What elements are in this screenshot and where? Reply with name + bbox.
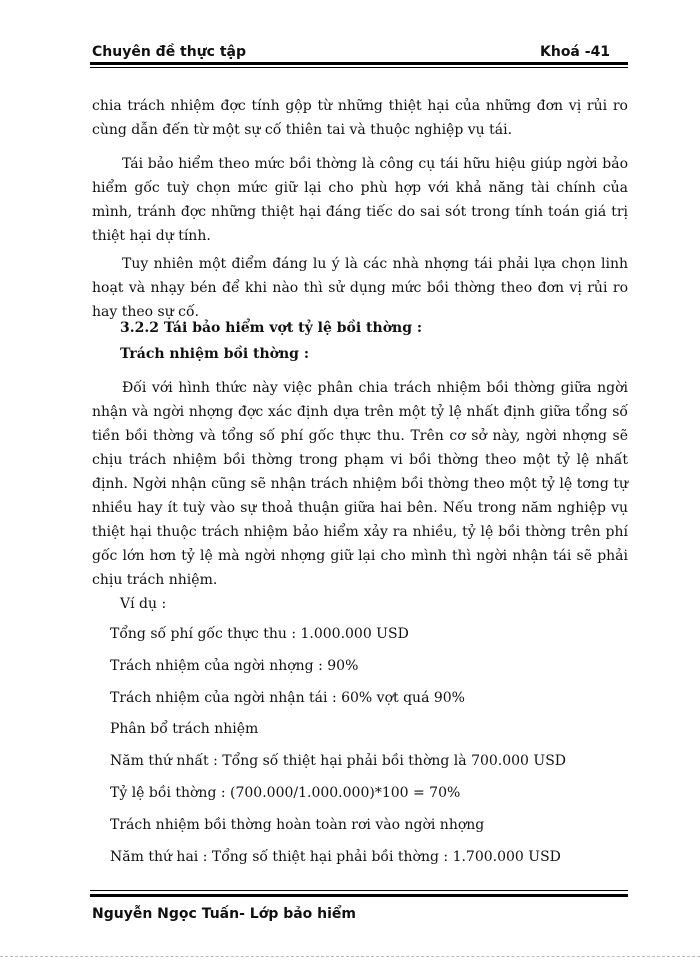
header-rule bbox=[90, 62, 628, 65]
example-line: Năm thứ nhất : Tổng số thiệt hại phải bồi thờng là 700.000 USD bbox=[110, 753, 567, 769]
paragraph-2: Tái bảo hiểm theo mức bồi thờng là công cụ tái hữu hiệu giúp ngời bảo hiểm gốc tuỳ chọn mức giữ lại cho phù hợp với khả năng tài chính của mình, tránh đợc những thiệt hại đáng tiếc do sai sót trong tính toán giá trị thiệt hại dự tính. bbox=[92, 156, 628, 244]
example-line: Tổng số phí gốc thực thu : 1.000.000 USD bbox=[110, 626, 409, 642]
header-course: Khoá -41 bbox=[540, 44, 611, 60]
section-heading: 3.2.2 Tái bảo hiểm vợt tỷ lệ bồi thờng : bbox=[120, 320, 423, 336]
footer-author: Nguyễn Ngọc Tuấn- Lớp bảo hiểm bbox=[92, 906, 357, 922]
paragraph-4: Đối với hình thức này việc phân chia trách nhiệm bồi thờng giữa ngời nhận và ngời nhợng đợc xác định dựa trên một tỷ lệ nhất định giữa tổng số tiền bồi thờng và tổng số phí gốc thực thu. Trên cơ sở này, ngời nhợng sẽ chịu trách nhiệm bồi thờng trong phạm vi bồi thờng theo một tỷ lệ nhất định. Ngời nhận cũng sẽ nhận trách nhiệm bồi thờng theo một tỷ lệ tơng tự nhiều hay ít tuỳ vào sự thoả thuận giữa hai bên. Nếu trong năm nghiệp vụ thiệt hại thuộc trách nhiệm bảo hiểm xảy ra nhiều, tỷ lệ bồi thờng trên phí gốc lớn hơn tỷ lệ mà ngời nhợng giữ lại cho mình thì ngời nhận tái sẽ phải chịu trách nhiệm. bbox=[92, 380, 628, 588]
footer-rule bbox=[90, 894, 628, 897]
example-line: Trách nhiệm của ngời nhận tái : 60% vợt quá 90% bbox=[110, 690, 465, 706]
header-title: Chuyên đề thực tập bbox=[92, 44, 247, 60]
example-line: Trách nhiệm bồi thờng hoàn toàn rơi vào ngời nhợng bbox=[110, 817, 485, 833]
example-line: Trách nhiệm của ngời nhợng : 90% bbox=[110, 658, 359, 674]
footer-rule-thin bbox=[90, 890, 628, 891]
paragraph-3: Tuy nhiên một điểm đáng lu ý là các nhà nhợng tái phải lựa chọn linh hoạt và nhạy bén để khi nào thì sử dụng mức bồi thờng theo đơn vị rủi ro hay theo sự cố. bbox=[92, 256, 628, 320]
example-line: Năm thứ hai : Tổng số thiệt hại phải bồi thờng : 1.700.000 USD bbox=[110, 849, 561, 865]
example-line: Tỷ lệ bồi thờng : (700.000/1.000.000)*100 = 70% bbox=[110, 785, 461, 801]
paragraph-1: chia trách nhiệm đợc tính gộp từ những thiệt hại của những đơn vị rủi ro cùng dẫn đến từ một sự cố thiên tai và thuộc nghiệp vụ tái. bbox=[92, 98, 628, 138]
example-line: Phân bổ trách nhiệm bbox=[110, 721, 259, 737]
example-label: Ví dụ : bbox=[120, 596, 167, 612]
page-edge-divider bbox=[0, 956, 700, 957]
header-rule-thin bbox=[90, 67, 628, 68]
sub-heading: Trách nhiệm bồi thờng : bbox=[120, 346, 310, 362]
